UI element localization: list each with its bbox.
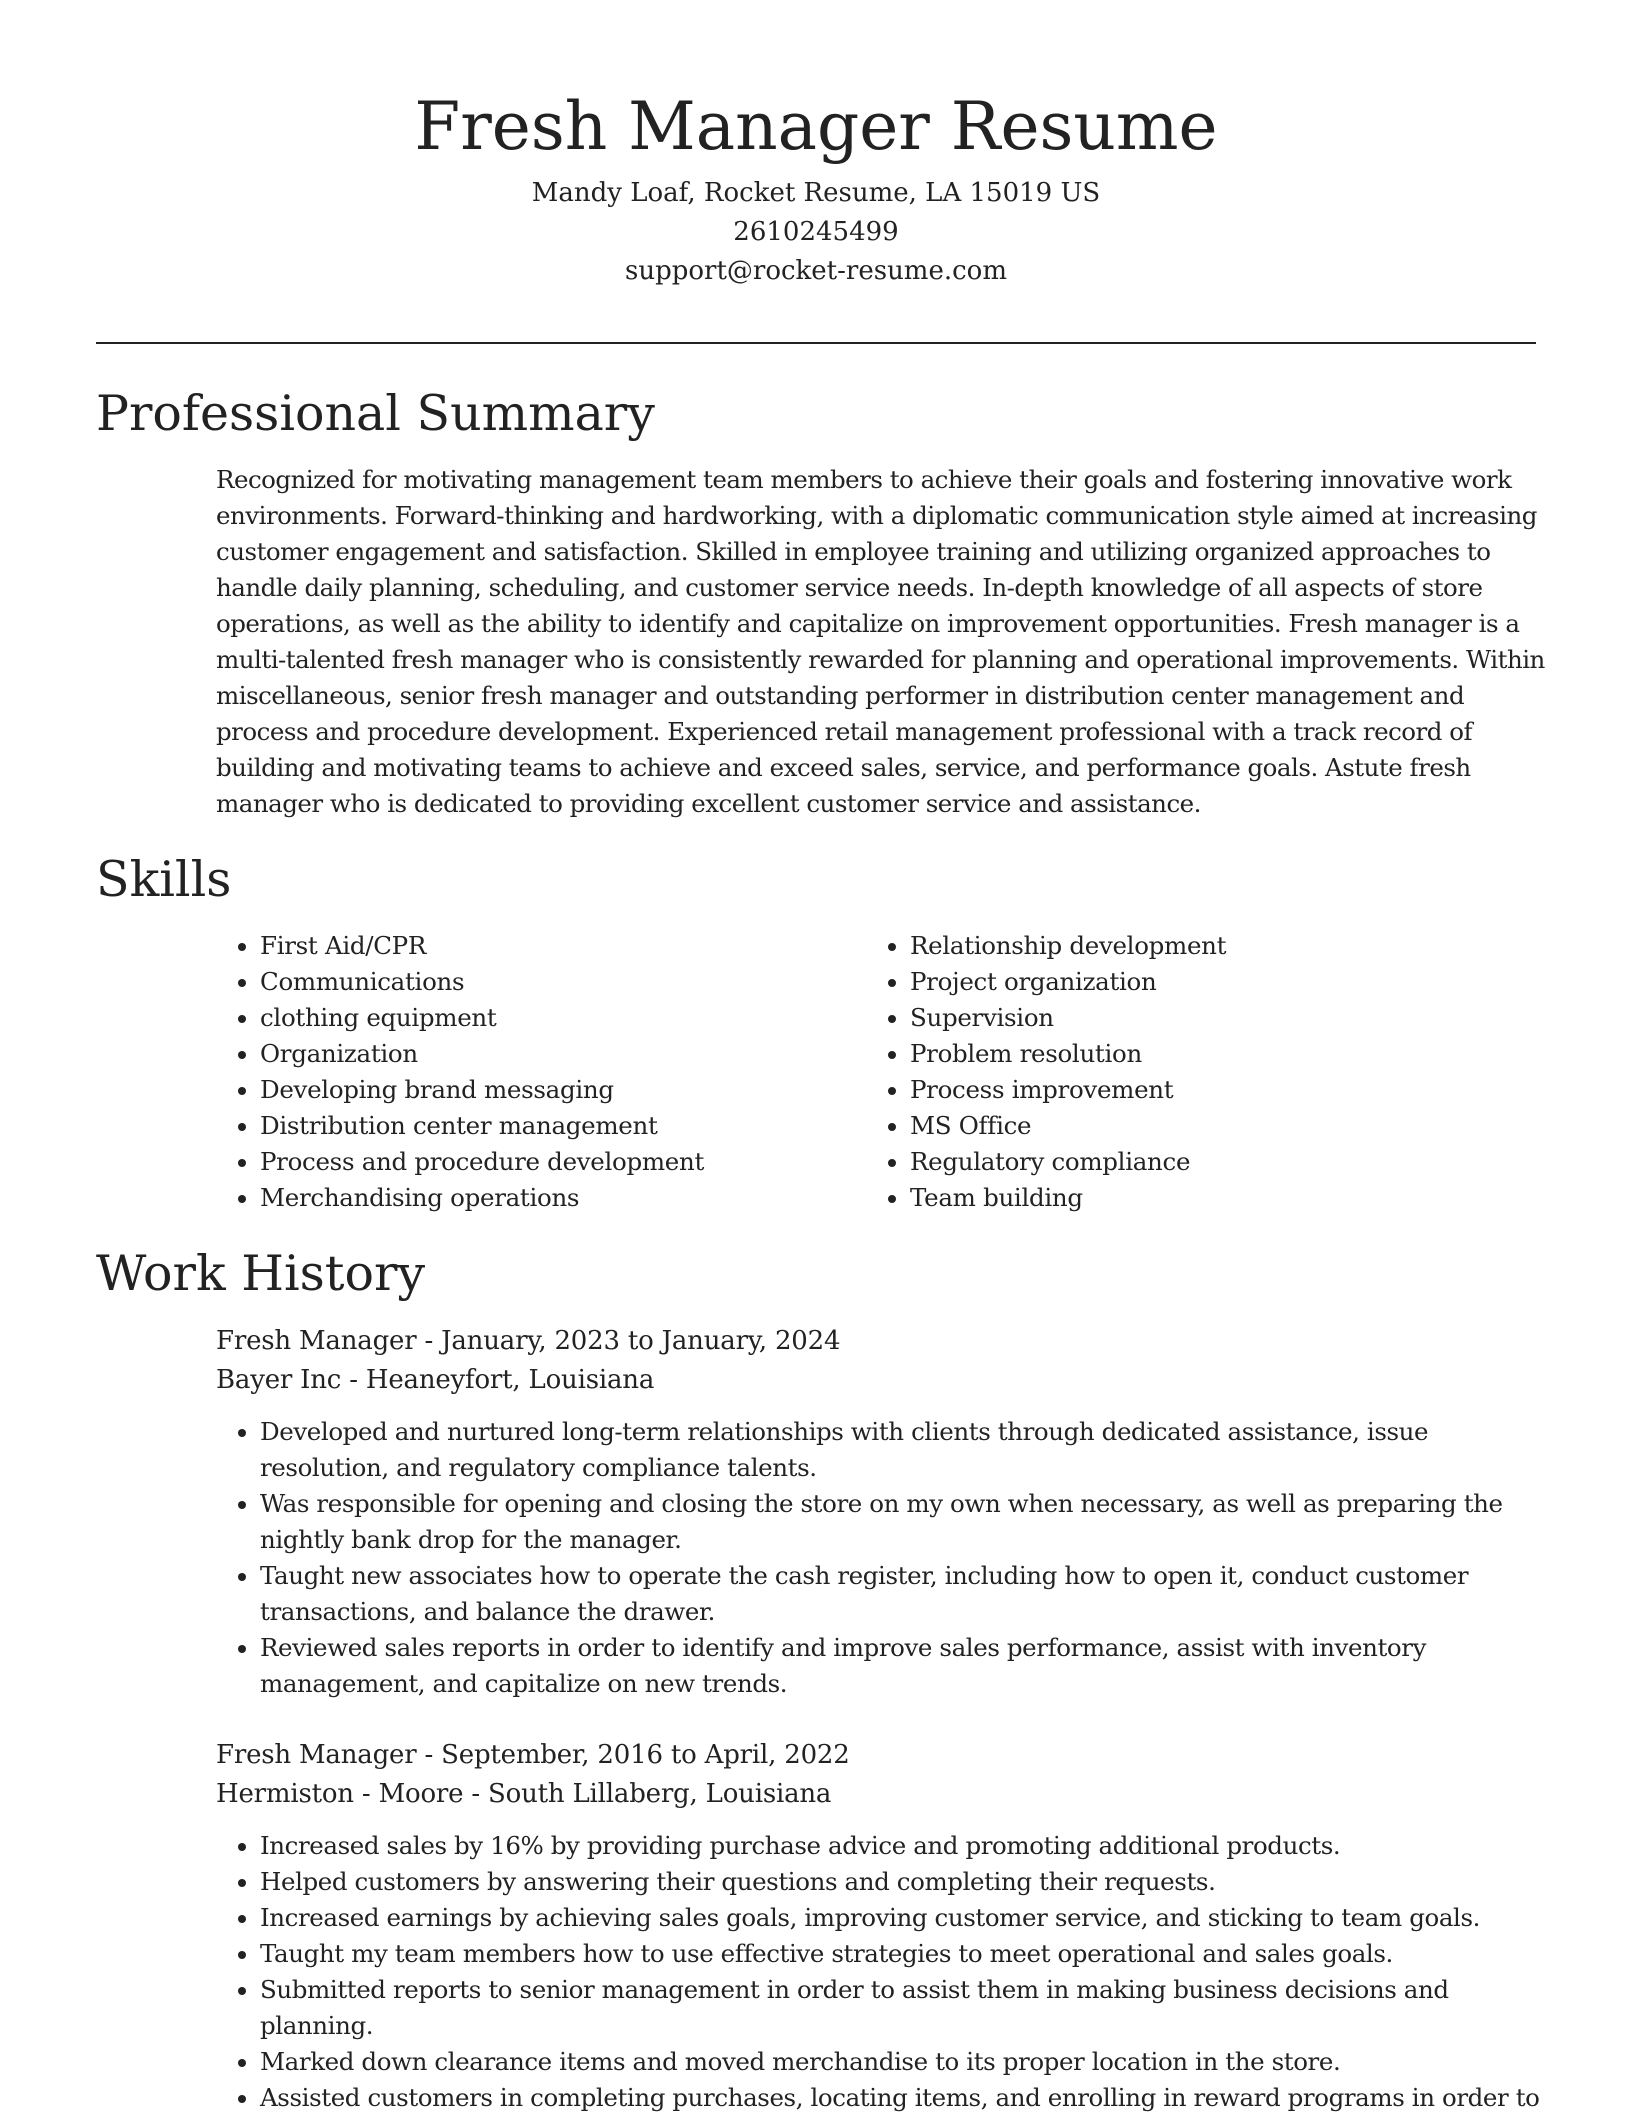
job-bullet: • Developed and nurtured long-term relationships with clients through dedicated assistance, issue resolution, and regulatory compliance talents.: [260, 1414, 1546, 1486]
skill-item: • MS Office: [910, 1108, 1550, 1144]
job-bullet: • Submitted reports to senior management in order to assist them in making business decisions and planning.: [260, 1972, 1546, 2044]
job-company-location: Bayer Inc - Heaneyfort, Louisiana: [216, 1365, 655, 1395]
resume-title: Fresh Manager Resume: [414, 88, 1218, 165]
contact-address: Mandy Loaf, Rocket Resume, LA 15019 US: [531, 178, 1101, 208]
job-entry: [216, 1322, 1546, 1702]
skill-item: • Communications: [260, 964, 860, 1000]
header-divider: [96, 342, 1536, 344]
job-company-location: Hermiston - Moore - South Lillaberg, Louisiana: [216, 1779, 832, 1809]
skill-item: • Supervision: [910, 1000, 1550, 1036]
skill-item: • Regulatory compliance: [910, 1144, 1550, 1180]
skills-heading: Skills: [96, 851, 232, 908]
skill-item: • First Aid/CPR: [260, 928, 860, 964]
skill-item: • Organization: [260, 1036, 860, 1072]
job-bullet: • Helped customers by answering their questions and completing their requests.: [260, 1864, 1546, 1900]
job-bullet: • Was responsible for opening and closing the store on my own when necessary, as well as preparing the nightly bank drop for the manager.: [260, 1486, 1546, 1558]
resume-header: [0, 82, 1632, 291]
skill-item: • Process and procedure development: [260, 1144, 860, 1180]
job-bullet: • Assisted customers in completing purchases, locating items, and enrolling in reward programs in order to: [260, 2080, 1546, 2112]
summary-text: Recognized for motivating management team members to achieve their goals and fostering innovative work environments. Forward-thinking and hardworking, with a diplomatic communication style aimed at increasing customer engagement and satisfaction. Skilled in employee training and utilizing organized approaches to handle daily planning, scheduling, and customer service needs. In-depth knowledge of all aspects of store operations, as well as the ability to identify and capitalize on improvement opportunities. Fresh manager is a multi-talented fresh manager who is consistently rewarded for planning and operational improvements. Within miscellaneous, senior fresh manager and outstanding performer in distribution center management and process and procedure development. Experienced retail management professional with a track record of building and motivating teams to achieve and exceed sales, service, and performance goals. Astute fresh manager who is dedicated to providing excellent customer service and assistance.: [216, 465, 1545, 818]
contact-email: support@rocket-resume.com: [624, 256, 1007, 286]
skills-list-left: [216, 928, 860, 1216]
skill-item: • Developing brand messaging: [260, 1072, 860, 1108]
job-bullet: • Taught new associates how to operate the cash register, including how to open it, conduct customer transactions, and balance the drawer.: [260, 1558, 1546, 1630]
work-history-heading: Work History: [96, 1245, 426, 1302]
job-bullet: • Taught my team members how to use effective strategies to meet operational and sales goals.: [260, 1936, 1546, 1972]
job-title-dates: Fresh Manager - September, 2016 to April, 2022: [216, 1740, 850, 1770]
job-bullet: • Marked down clearance items and moved merchandise to its proper location in the store.: [260, 2044, 1546, 2080]
job-bullet: • Increased earnings by achieving sales goals, improving customer service, and sticking to team goals.: [260, 1900, 1546, 1936]
job-entry: [216, 1736, 1546, 2112]
skill-item: • Merchandising operations: [260, 1180, 860, 1216]
skill-item: • Distribution center management: [260, 1108, 860, 1144]
skill-item: • Project organization: [910, 964, 1550, 1000]
skill-item: • Relationship development: [910, 928, 1550, 964]
job-bullet: • Reviewed sales reports in order to identify and improve sales performance, assist with inventory management, and capitalize on new trends.: [260, 1630, 1546, 1702]
skill-item: • Process improvement: [910, 1072, 1550, 1108]
skill-item: • clothing equipment: [260, 1000, 860, 1036]
skill-item: • Team building: [910, 1180, 1550, 1216]
skills-list-right: [866, 928, 1550, 1216]
contact-phone: 2610245499: [733, 217, 899, 247]
summary-heading: Professional Summary: [96, 385, 655, 442]
job-title-dates: Fresh Manager - January, 2023 to January, 2024: [216, 1326, 841, 1356]
job-bullet-list: [216, 1828, 1546, 2112]
job-bullet: • Increased sales by 16% by providing purchase advice and promoting additional products.: [260, 1828, 1546, 1864]
job-bullet-list: [216, 1414, 1546, 1702]
skill-item: • Problem resolution: [910, 1036, 1550, 1072]
